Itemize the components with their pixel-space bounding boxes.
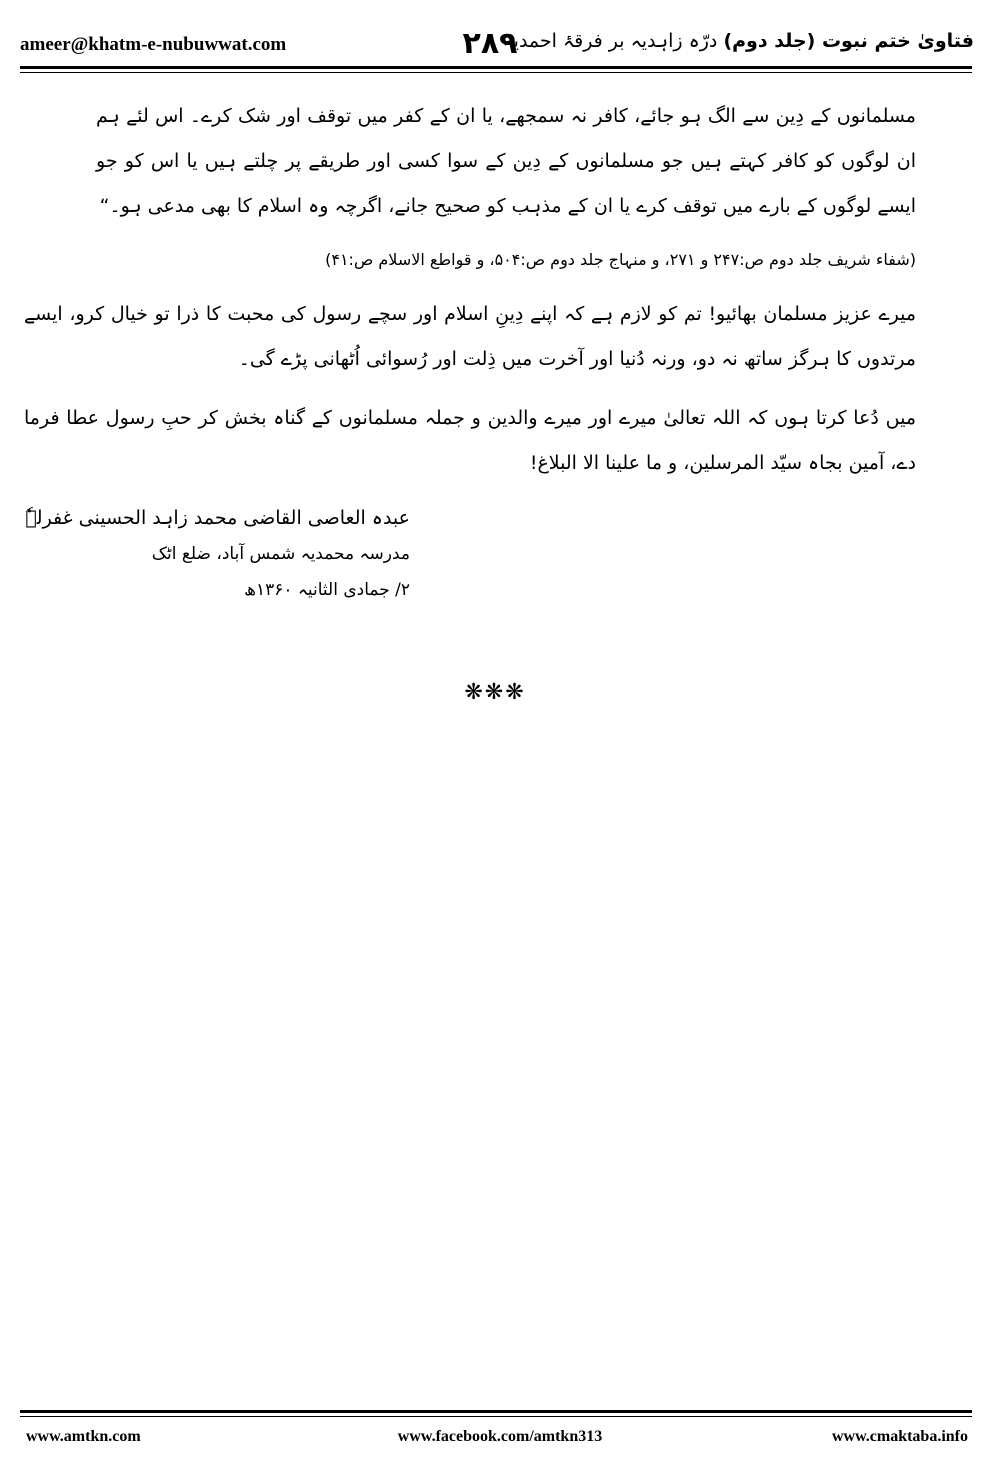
- paragraph-prayer: میں دُعا کرتا ہوں کہ اللہ تعالیٰ میرے اور میرے والدین و جملہ مسلمانوں کے گناہ بخش کر حبِ رسول عطا فرما دے، آمین بجاہ سیّد المرسلین، و ما علینا الا البلاغ!: [24, 407, 916, 474]
- header-rule-thick: [20, 66, 972, 69]
- footer-rule-thin: [20, 1416, 972, 1417]
- footer-link-cmaktaba[interactable]: www.cmaktaba.info: [831, 1428, 968, 1445]
- header-rule-thin: [20, 72, 972, 73]
- paragraph-advice: میرے عزیز مسلمان بھائیو! تم کو لازم ہے کہ اپنے دِینِ اسلام اور سچے رسول کی محبت کا ذرا تو خیال کرو، ایسے مرتدوں کا ہرگز ساتھ نہ دو، ورنہ دُنیا اور آخرت میں ذِلت اور رُسوائی اُٹھانی پڑے گی۔: [24, 303, 916, 370]
- signature-institution: مدرسہ محمدیہ شمس آباد، ضلع اٹک: [151, 544, 410, 564]
- signature-date: ۲/ جمادی الثانیہ ۱۳۶۰ھ: [244, 580, 410, 600]
- signature-block: [25, 500, 410, 608]
- header-title: [503, 30, 974, 52]
- signature-name: عبدہ العاصی القاضی محمد زاہد الحسینی غفرلہٗ: [25, 507, 410, 529]
- footer-link-facebook[interactable]: www.facebook.com/amtkn313: [397, 1428, 603, 1445]
- chapter-title: درّہ زاہدیہ بر فرقۂ احمدیہ: [502, 30, 718, 52]
- page-number: ۲۸۹: [462, 26, 518, 61]
- quote-reference: (شفاء شریف جلد دوم ص:۲۴۷ و ۲۷۱، و منہاج جلد دوم ص:۵۰۴، و قواطع الاسلام ص:۴۱): [325, 250, 916, 269]
- section-separator: ❋❋❋: [464, 680, 526, 705]
- footer-rule-thick: [20, 1410, 972, 1413]
- quote-paragraph: مسلمانوں کے دِین سے الگ ہو جائے، کافر نہ سمجھے، یا ان کے کفر میں توقف اور شک کرے۔ اس لئے ہم ان لوگوں کو کافر کہتے ہیں جو مسلمانوں کے دِین کے سوا کسی اور طریقے پر چلتے ہیں یا اس کو جو ایسے لوگوں کے بارے میں توقف کرے یا ان کے مذہب کو صحیح جانے، اگرچہ وہ اسلام کا بھی مدعی ہو۔“: [96, 105, 916, 217]
- footer-link-amtkn[interactable]: www.amtkn.com: [26, 1428, 141, 1445]
- header-email: ameer@khatm-e-nubuwwat.com: [20, 34, 287, 55]
- book-title: فتاویٰ ختم نبوت (جلد دوم): [723, 30, 974, 52]
